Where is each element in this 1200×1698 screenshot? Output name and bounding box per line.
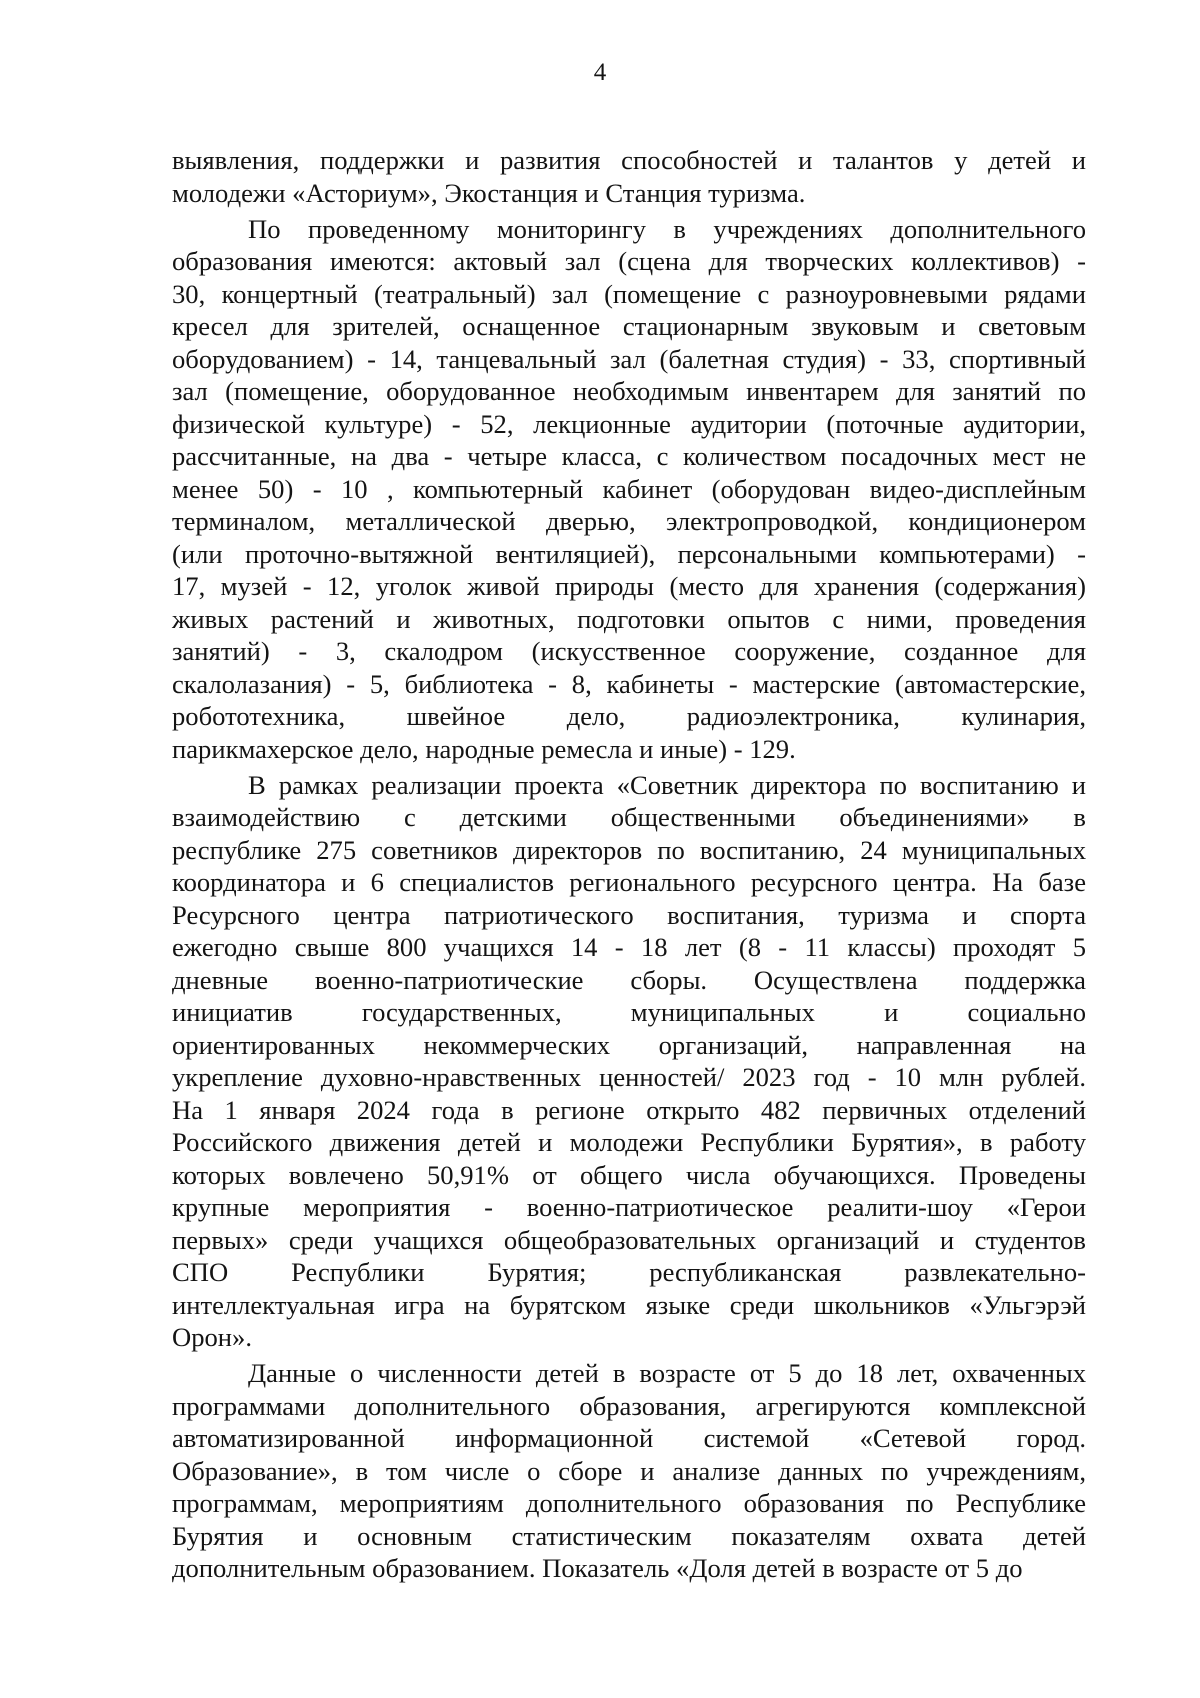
text-line: взаимодействию с детскими общественными объединениями» в xyxy=(172,802,1086,832)
text-line: По проведенному мониторингу в учреждениях дополнительного xyxy=(248,213,1086,244)
text-line: парикмахерское дело, народные ремесла и иные) - 129. xyxy=(172,733,796,764)
text-line: выявления, поддержки и развития способностей и талантов у детей и xyxy=(172,145,1086,175)
text-line: Ресурсного центра патриотического воспитания, туризма и спорта xyxy=(172,899,1086,930)
text-line: крупные мероприятия - военно-патриотическое реалити-шоу «Герои xyxy=(172,1192,1086,1222)
text-line: 30, концертный (театральный) зал (помещение с разноуровневыми рядами xyxy=(172,278,1086,309)
text-line: координатора и 6 специалистов регионального ресурсного центра. На базе xyxy=(172,867,1086,897)
text-line: программам, мероприятиям дополнительного образования по Республике xyxy=(172,1488,1086,1518)
text-line: автоматизированной информационной системой «Сетевой город. xyxy=(172,1423,1086,1453)
text-line: первых» среди учащихся общеобразовательных организаций и студентов xyxy=(172,1224,1086,1255)
text-line: Образование», в том числе о сборе и анализе данных по учреждениям, xyxy=(172,1455,1086,1486)
text-line: терминалом, металлической дверью, электропроводкой, кондиционером xyxy=(172,506,1086,536)
text-line: живых растений и животных, подготовки опытов с ними, проведения xyxy=(172,603,1086,634)
text-line: Российского движения детей и молодежи Республики Бурятия», в работу xyxy=(172,1127,1086,1157)
text-line: физической культуре) - 52, лекционные аудитории (поточные аудитории, xyxy=(172,408,1086,439)
body-text xyxy=(172,144,1086,1585)
text-line: (или проточно-вытяжной вентиляцией), персональными компьютерами) - xyxy=(172,538,1086,569)
text-line: дополнительным образованием. Показатель «Доля детей в возрасте от 5 до xyxy=(172,1553,1023,1583)
page-number: 4 xyxy=(593,59,607,86)
text-line: зал (помещение, оборудованное необходимым инвентарем для занятий по xyxy=(172,376,1086,406)
text-line: ежегодно свыше 800 учащихся 14 - 18 лет (8 - 11 классы) проходят 5 xyxy=(172,932,1086,962)
text-line: инициатив государственных, муниципальных и социально xyxy=(172,997,1086,1027)
text-line: занятий) - 3, скалодром (искусственное сооружение, созданное для xyxy=(172,636,1086,666)
text-line: кресел для зрителей, оснащенное стационарным звуковым и световым xyxy=(172,311,1086,341)
text-line: программами дополнительного образования, агрегируются комплексной xyxy=(172,1390,1086,1421)
paragraph xyxy=(172,213,1086,766)
text-line: республике 275 советников директоров по воспитанию, 24 муниципальных xyxy=(172,834,1086,865)
text-line: На 1 января 2024 года в регионе открыто 482 первичных отделений xyxy=(172,1094,1086,1125)
paragraph xyxy=(172,769,1086,1354)
text-line: оборудованием) - 14, танцевальный зал (балетная студия) - 33, спортивный xyxy=(172,343,1086,374)
text-line: которых вовлечено 50,91% от общего числа обучающихся. Проведены xyxy=(172,1159,1086,1190)
paragraph xyxy=(172,1357,1086,1585)
text-line: интеллектуальная игра на бурятском языке среди школьников «Ульгэрэй xyxy=(172,1289,1086,1320)
text-line: молодежи «Асториум», Экостанция и Станция туризма. xyxy=(172,177,806,208)
text-line: образования имеются: актовый зал (сцена для творческих коллективов) - xyxy=(172,246,1086,276)
paragraph xyxy=(172,144,1086,209)
text-line: Бурятия и основным статистическим показателям охвата детей xyxy=(172,1520,1086,1551)
text-line: Орон». xyxy=(172,1322,252,1352)
text-line: ориентированных некоммерческих организаций, направленная на xyxy=(172,1029,1086,1060)
text-line: дневные военно-патриотические сборы. Осуществлена поддержка xyxy=(172,964,1086,995)
text-line: СПО Республики Бурятия; республиканская развлекательно- xyxy=(172,1257,1086,1287)
text-line: 17, музей - 12, уголок живой природы (место для хранения (содержания) xyxy=(172,571,1086,601)
text-line: робототехника, швейное дело, радиоэлектроника, кулинария, xyxy=(172,701,1086,731)
text-line: В рамках реализации проекта «Советник директора по воспитанию и xyxy=(248,769,1086,800)
text-line: укрепление духовно-нравственных ценностей/ 2023 год - 10 млн рублей. xyxy=(172,1062,1086,1092)
text-line: Данные о численности детей в возрасте от 5 до 18 лет, охваченных xyxy=(248,1358,1086,1388)
text-line: рассчитанные, на два - четыре класса, с количеством посадочных мест не xyxy=(172,441,1086,471)
text-line: менее 50) - 10 , компьютерный кабинет (оборудован видео-дисплейным xyxy=(172,473,1086,504)
text-line: скалолазания) - 5, библиотека - 8, кабинеты - мастерские (автомастерские, xyxy=(172,668,1086,699)
